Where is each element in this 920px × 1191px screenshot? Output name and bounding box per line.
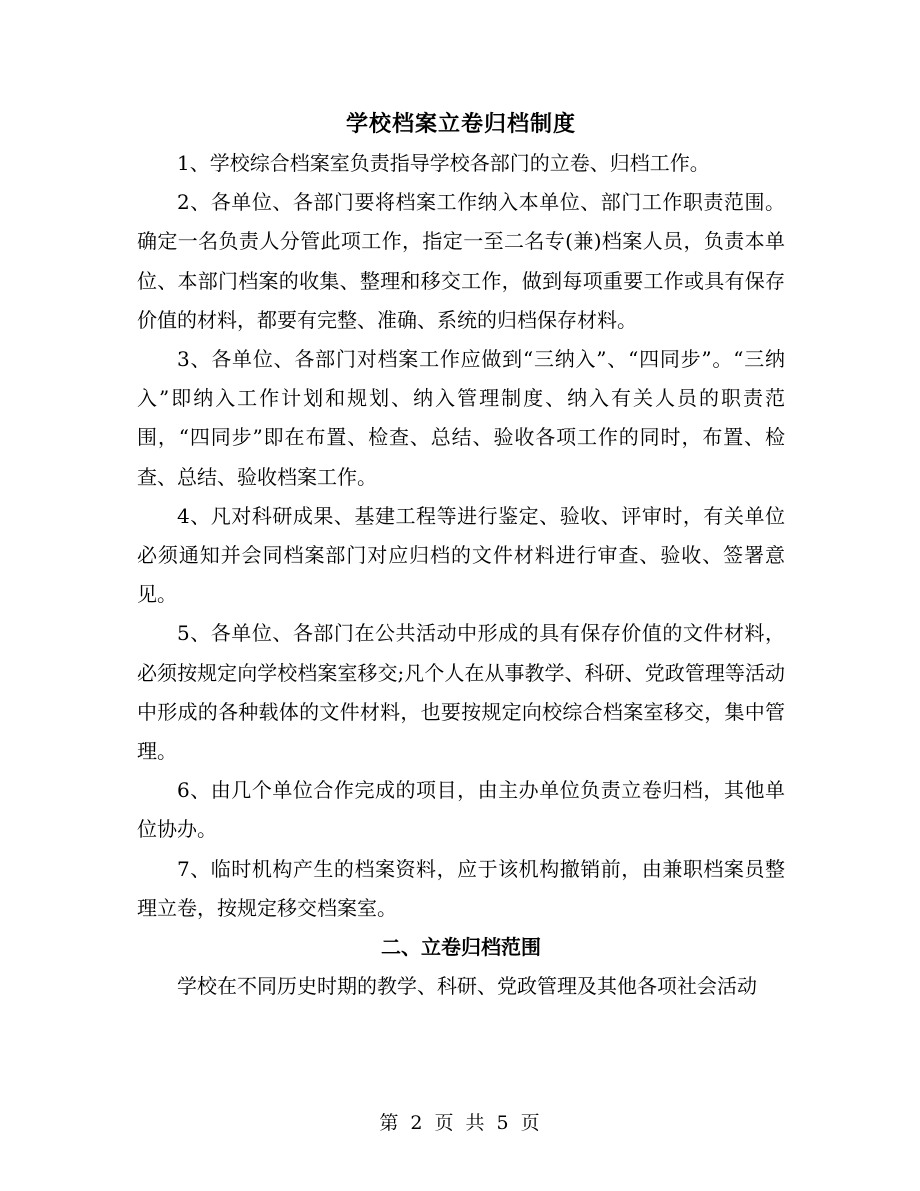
paragraph-4: 4、凡对科研成果、基建工程等进行鉴定、验收、评审时，有关单位必须通知并会同档案部门对应归档的文件材料进行审查、验收、签署意见。 <box>137 503 785 607</box>
document-body <box>137 104 785 1006</box>
paragraph-2: 2、各单位、各部门要将档案工作纳入本单位、部门工作职责范围。确定一名负责人分管此项工作，指定一至二名专(兼)档案人员，负责本单位、本部门档案的收集、整理和移交工作，做到每项重要工作或具有保存价值的材料，都要有完整、准确、系统的归档保存材料。 <box>137 190 785 332</box>
paragraph-7: 7、临时机构产生的档案资料，应于该机构撤销前，由兼职档案员整理立卷，按规定移交档案室。 <box>137 856 785 920</box>
document-title: 学校档案立卷归档制度 <box>345 111 576 137</box>
page-footer: 第 2 页 共 5 页 <box>379 1112 541 1134</box>
section-heading: 二、立卷归档范围 <box>381 935 541 960</box>
paragraph-6: 6、由几个单位合作完成的项目，由主办单位负责立卷归档，其他单位协办。 <box>137 778 785 842</box>
paragraph-5: 5、各单位、各部门在公共活动中形成的具有保存价值的文件材料，必须按规定向学校档案室移交;凡个人在从事教学、科研、党政管理等活动中形成的各种载体的文件材料，也要按规定向校综合档案室移交，集中管理。 <box>137 621 785 764</box>
paragraph-3: 3、各单位、各部门对档案工作应做到“三纳入”、“四同步”。“三纳入”即纳入工作计划和规划、纳入管理制度、纳入有关人员的职责范围，“四同步”即在布置、检查、总结、验收各项工作的同时，布置、检查、总结、验收档案工作。 <box>137 347 785 489</box>
paragraph-1: 1、学校综合档案室负责指导学校各部门的立卷、归档工作。 <box>177 151 710 175</box>
section-paragraph: 学校在不同历史时期的教学、科研、党政管理及其他各项社会活动 <box>177 974 757 999</box>
